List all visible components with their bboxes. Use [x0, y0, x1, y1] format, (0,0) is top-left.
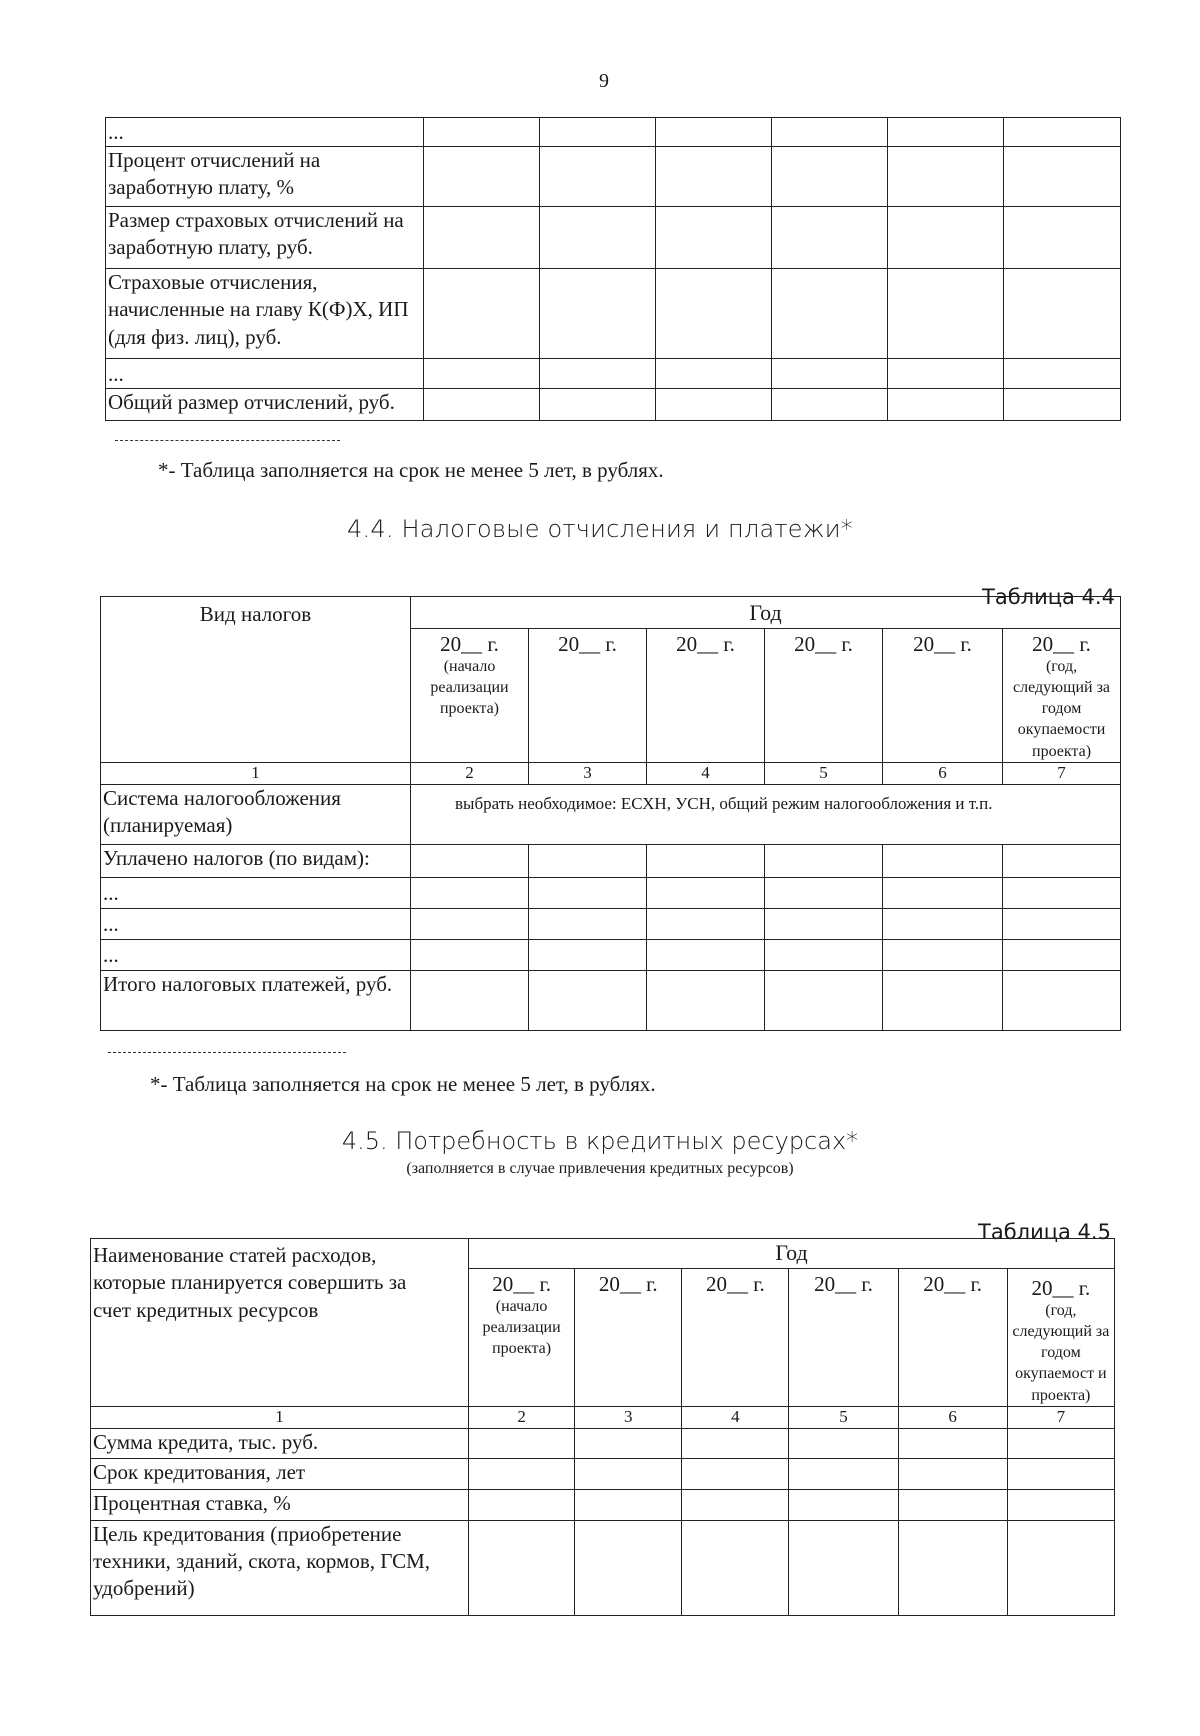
year-col-note: (начало реализации проекта)	[482, 1298, 561, 1358]
row-label: ...	[106, 118, 424, 147]
row-label: Размер страховых отчислений на заработную плату, руб.	[106, 207, 424, 269]
row-label: ...	[106, 359, 424, 389]
table-taxes	[100, 596, 1121, 1031]
col-number: 2	[411, 762, 529, 784]
table-label: Таблица 4.5	[978, 1220, 1111, 1244]
col-number: 3	[529, 762, 647, 784]
table-row	[101, 877, 1121, 908]
year-col-header: 20__ г.	[1032, 632, 1091, 656]
row-label: Итого налоговых платежей, руб.	[101, 970, 411, 1030]
year-col-header: 20__ г.	[676, 632, 735, 656]
row-label: Уплачено налогов (по видам):	[101, 844, 411, 877]
row-label: Общий размер отчислений, руб.	[106, 389, 424, 421]
table-row	[106, 207, 1121, 269]
table-row	[106, 147, 1121, 207]
tax-system-value: выбрать необходимое: ЕСХН, УСН, общий режим налогообложения и т.п.	[411, 784, 1121, 844]
table-row	[101, 784, 1121, 844]
table-row	[91, 1489, 1115, 1520]
table-label: Таблица 4.4	[982, 585, 1115, 609]
table-row	[106, 118, 1121, 147]
table-row	[101, 939, 1121, 970]
table-row	[91, 1458, 1115, 1489]
year-col-header: 20__ г.	[923, 1272, 983, 1296]
footnote-text: *- Таблица заполняется на срок не менее 5 лет, в рублях.	[150, 1072, 656, 1096]
table-row	[91, 1520, 1115, 1615]
footnote-text: *- Таблица заполняется на срок не менее 5 лет, в рублях.	[158, 458, 664, 482]
table-row	[91, 1428, 1115, 1458]
year-col-header: 20__ г.	[794, 632, 853, 656]
row-label: ...	[101, 877, 411, 908]
table-row	[101, 844, 1121, 877]
row-label: Система налогообложения (планируемая)	[101, 784, 411, 844]
col-number: 6	[898, 1406, 1007, 1428]
year-col-header: 20__ г.	[440, 632, 499, 656]
footnote-separator	[108, 1052, 346, 1053]
year-col-header: 20__ г.	[705, 1272, 765, 1296]
year-col-note: (начало реализации проекта)	[430, 658, 509, 718]
section-subtitle: (заполняется в случае привлечения кредитных ресурсов)	[406, 1160, 794, 1177]
section-title: 4.5. Потребность в кредитных ресурсах*	[341, 1127, 859, 1155]
year-col-note: (год, следующий за годом окупаемости проекта)	[1013, 658, 1110, 760]
col-number: 5	[789, 1406, 898, 1428]
table-row	[101, 908, 1121, 939]
col-number: 1	[91, 1406, 469, 1428]
col-number: 7	[1003, 762, 1121, 784]
table-credit-resources	[90, 1238, 1115, 1616]
row-label: Страховые отчисления, начисленные на главу К(Ф)Х, ИП (для физ. лиц), руб.	[106, 269, 424, 359]
col-number: 1	[101, 762, 411, 784]
row-label: Сумма кредита, тыс. руб.	[91, 1428, 469, 1458]
table-row	[106, 389, 1121, 421]
table-insurance-contributions	[105, 117, 1121, 421]
year-col-header: 20__ г.	[814, 1272, 873, 1296]
row-label: ...	[101, 939, 411, 970]
section-title: 4.4. Налоговые отчисления и платежи*	[347, 515, 853, 543]
table-row	[101, 970, 1121, 1030]
table-row	[106, 269, 1121, 359]
year-col-header: 20__ г.	[492, 1272, 551, 1296]
year-col-header: 20__ г.	[1031, 1276, 1091, 1300]
row-label: Цель кредитования (приобретение техники, зданий, скота, кормов, ГСМ, удобрений)	[91, 1520, 469, 1615]
col-header-tax-type: Вид налогов	[101, 597, 411, 763]
row-label: Срок кредитования, лет	[91, 1458, 469, 1489]
row-label: Процентная ставка, %	[91, 1489, 469, 1520]
col-number: 4	[647, 762, 765, 784]
year-col-header: 20__ г.	[558, 632, 617, 656]
year-col-header: 20__ г.	[913, 632, 972, 656]
table-row	[106, 359, 1121, 389]
col-number: 6	[883, 762, 1003, 784]
col-number: 7	[1007, 1406, 1114, 1428]
row-label: ...	[101, 908, 411, 939]
row-label: Процент отчислений на заработную плату, %	[106, 147, 424, 207]
year-col-header: 20__ г.	[598, 1272, 658, 1296]
year-col-note: (год, следующий за годом окупаемост и проекта)	[1012, 1302, 1110, 1404]
col-header-expense-items: Наименование статей расходов, которые планируется совершить за счет кредитных ресурсов	[91, 1239, 469, 1407]
col-number: 3	[575, 1406, 682, 1428]
footnote-separator	[115, 440, 340, 441]
year-group-header: Год	[469, 1239, 1115, 1269]
col-number: 5	[765, 762, 883, 784]
col-number: 2	[469, 1406, 575, 1428]
page-number: 9	[599, 70, 609, 92]
col-number: 4	[682, 1406, 789, 1428]
year-group-header: Год	[411, 597, 1121, 629]
